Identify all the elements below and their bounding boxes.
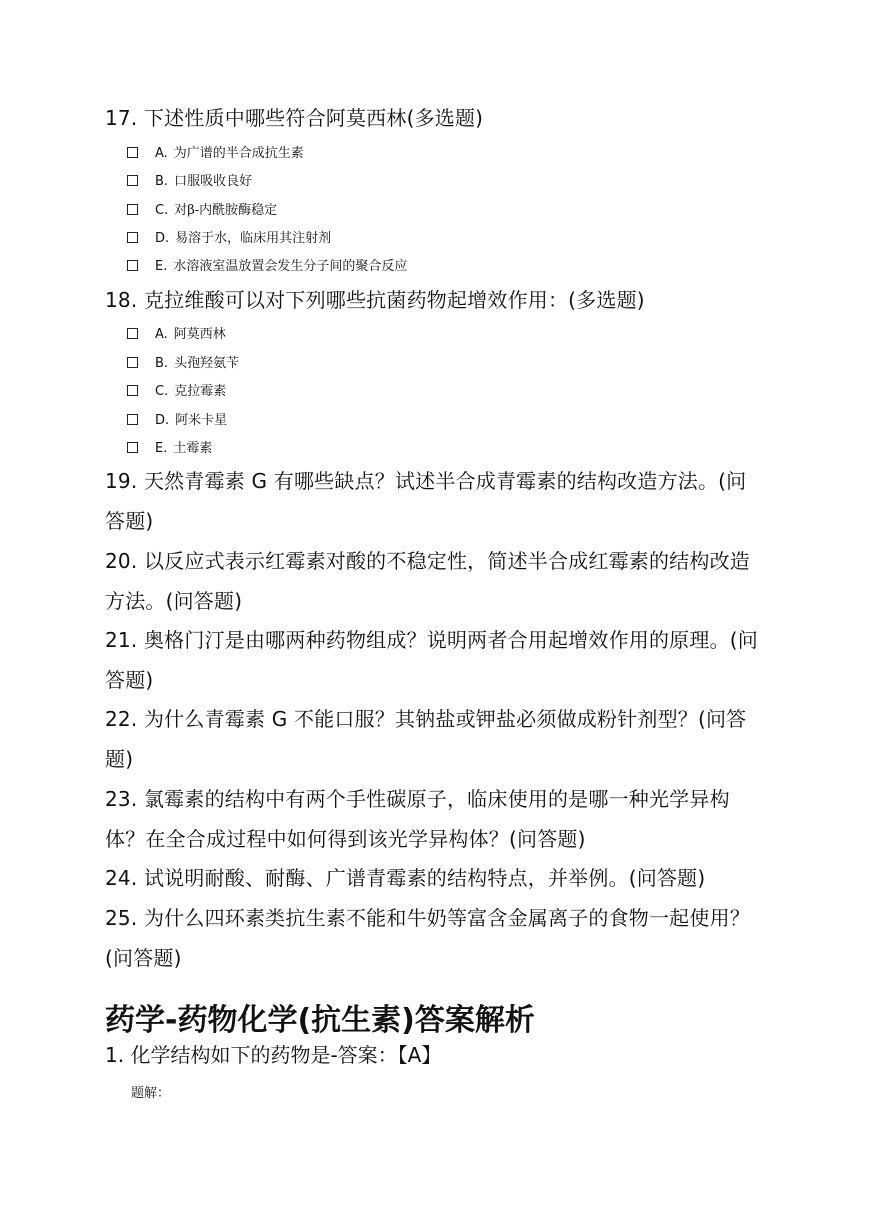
q18-option-a[interactable]: A. 阿莫西林 <box>127 324 226 346</box>
question-22: 22. 为什么青霉素 G 不能口服？其钠盐或钾盐必须做成粉针剂型？(问答题) <box>105 707 747 771</box>
checkbox-icon[interactable] <box>127 232 138 243</box>
q18-option-e[interactable]: E. 土霉素 <box>127 438 212 460</box>
question-18: 18. 克拉维酸可以对下列哪些抗菌药物起增效作用：(多选题) <box>105 288 645 312</box>
q18-option-b[interactable]: B. 头孢羟氨苄 <box>127 353 239 375</box>
q17-option-d[interactable]: D. 易溶于水，临床用其注射剂 <box>127 228 331 250</box>
question-21: 21. 奥格门汀是由哪两种药物组成？说明两者合用起增效作用的原理。(问答题) <box>105 628 758 692</box>
question-20: 20. 以反应式表示红霉素对酸的不稳定性，简述半合成红霉素的结构改造方法。(问答题) <box>105 549 750 613</box>
checkbox-icon[interactable] <box>127 260 138 271</box>
q17-option-c[interactable]: C. 对β-内酰胺酶稳定 <box>127 200 277 222</box>
question-19: 19. 天然青霉素 G 有哪些缺点？试述半合成青霉素的结构改造方法。(问答题) <box>105 469 747 533</box>
solution-label: 题解： <box>131 1086 171 1101</box>
checkbox-icon[interactable] <box>127 175 138 186</box>
checkbox-icon[interactable] <box>127 147 138 158</box>
question-23: 23. 氯霉素的结构中有两个手性碳原子，临床使用的是哪一种光学异构体？在全合成过程中如何得到该光学异构体？(问答题) <box>105 787 730 851</box>
checkbox-icon[interactable] <box>127 414 138 425</box>
question-17: 17. 下述性质中哪些符合阿莫西林(多选题) <box>105 106 484 130</box>
checkbox-icon[interactable] <box>127 204 138 215</box>
answer-1: 1. 化学结构如下的药物是-答案：【A】 <box>105 1043 442 1067</box>
q18-option-c[interactable]: C. 克拉霉素 <box>127 381 226 403</box>
q17-option-a[interactable]: A. 为广谱的半合成抗生素 <box>127 143 304 165</box>
question-24: 24. 试说明耐酸、耐酶、广谱青霉素的结构特点，并举例。(问答题) <box>105 866 706 890</box>
checkbox-icon[interactable] <box>127 385 138 396</box>
q17-option-e[interactable]: E. 水溶液室温放置会发生分子间的聚合反应 <box>127 256 407 278</box>
q18-option-d[interactable]: D. 阿米卡星 <box>127 410 227 432</box>
checkbox-icon[interactable] <box>127 357 138 368</box>
checkbox-icon[interactable] <box>127 442 138 453</box>
q17-option-b[interactable]: B. 口服吸收良好 <box>127 171 252 193</box>
answer-section-title: 药学-药物化学(抗生素)答案解析 <box>105 1003 535 1038</box>
checkbox-icon[interactable] <box>127 328 138 339</box>
question-25: 25. 为什么四环素类抗生素不能和牛奶等富含金属离子的食物一起使用？(问答题) <box>105 906 750 970</box>
